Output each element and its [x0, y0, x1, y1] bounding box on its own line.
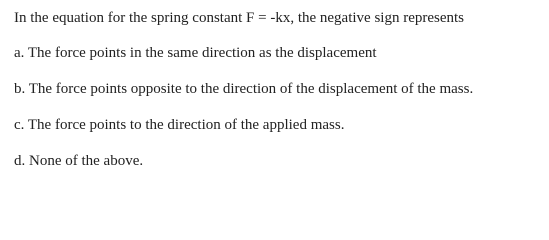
option-c: c. The force points to the direction of the applied mass. [14, 117, 345, 133]
option-b: b. The force points opposite to the direction of the displacement of the mass. [14, 81, 474, 97]
question-text: In the equation for the spring constant F = -kx, the negative sign represents [14, 10, 465, 26]
option-d: d. None of the above. [14, 153, 144, 169]
answer-options [14, 44, 473, 188]
option-a: a. The force points in the same direction as the displacement [14, 45, 377, 61]
